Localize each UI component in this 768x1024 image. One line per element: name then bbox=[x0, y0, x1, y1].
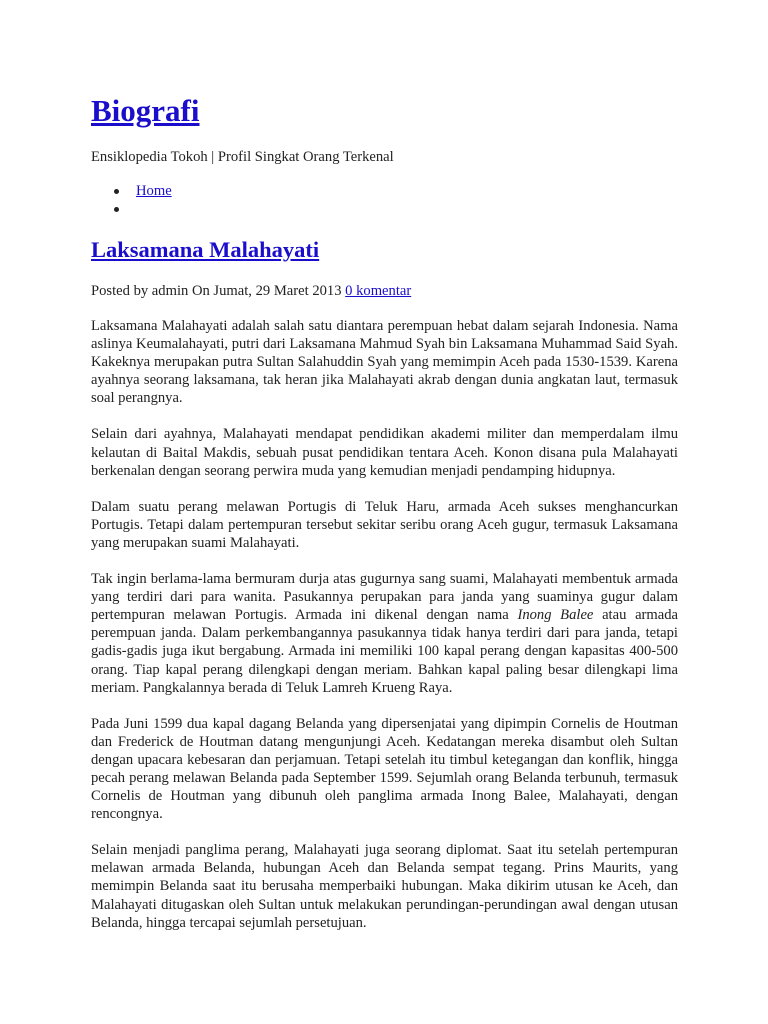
site-title bbox=[91, 92, 200, 130]
post-title bbox=[91, 236, 319, 264]
emphasis-text: Inong Balee bbox=[517, 607, 594, 624]
paragraph: Dalam suatu perang melawan Portugis di Teluk Haru, armada Aceh sukses menghancurkan Portugis. Tetapi dalam pertempuran tersebut sekitar seribu orang Aceh gugur, termasuk Laksamana yang merupakan suami Malahayati. bbox=[91, 498, 678, 551]
nav-link-home[interactable]: Home bbox=[136, 183, 172, 199]
paragraph: Selain menjadi panglima perang, Malahayati juga seorang diplomat. Saat itu setelah pertempuran melawan armada Belanda, hubungan Aceh dan Belanda sempat tegang. Prins Maurits, yang memimpin Belanda saat itu berusaha memperbaiki hubungan. Maka dikirim utusan ke Aceh, dan Malahayati ditugaskan oleh Sultan untuk melakukan perundingan-perundingan awal dengan utusan Belanda, hingga tercapai sejumlah persetujuan. bbox=[91, 842, 678, 931]
post-meta-text: Posted by admin On Jumat, 29 Maret 2013 bbox=[91, 283, 346, 299]
paragraph: Laksamana Malahayati adalah salah satu diantara perempuan hebat dalam sejarah Indonesia. Nama aslinya Keumalahayati, putri dari Laksamana Mahmud Syah bin Laksamana Muhammad Said Syah. Kakeknya merupakan putra Sultan Salahuddin Syah yang memimpin Aceh pada 1530-1539. Karena ayahnya seorang laksamana, tak heran jika Malahayati akrab dengan dunia angkatan laut, termasuk soal perangnya. bbox=[91, 318, 678, 407]
paragraph-text: atau armada perempuan janda. Dalam perkembangannya pasukannya tidak hanya terdiri dari para janda, tetapi gadis-gadis juga ikut bergabung. Armada ini memiliki 100 kapal perang dengan kapasitas 400-500 orang. Tiap kapal perang dilengkapi dengan meriam. Bahkan kapal paling besar dilengkapi lima meriam. Pangkalannya berada di Teluk Lamreh Krueng Raya. bbox=[91, 607, 679, 696]
post-meta bbox=[91, 282, 411, 300]
paragraph: Selain dari ayahnya, Malahayati mendapat pendidikan akademi militer dan memperdalam ilmu kelautan di Baital Makdis, sebuah pusat pendidikan tentara Aceh. Konon disana pula Malahayati berkenalan dengan seorang perwira muda yang kemudian menjadi pendamping hidupnya. bbox=[91, 426, 678, 479]
nav-item-empty bbox=[91, 200, 172, 218]
site-description: Ensiklopedia Tokoh | Profil Singkat Orang Terkenal bbox=[91, 149, 394, 165]
post-body bbox=[91, 317, 678, 950]
paragraph: Pada Juni 1599 dua kapal dagang Belanda yang dipersenjatai yang dipimpin Cornelis de Houtman dan Frederick de Houtman datang mengunjungi Aceh. Kedatangan mereka disambut oleh Sultan dengan upacara kebesaran dan perjamuan. Tetapi setelah itu timbul ketegangan dan konflik, hingga pecah perang melawan Belanda pada September 1599. Sejumlah orang Belanda terbunuh, termasuk Cornelis de Houtman yang dibunuh oleh panglima armada Inong Balee, Malahayati, dengan rencongnya. bbox=[91, 715, 678, 823]
paragraph-text: Tak ingin berlama-lama bermuram durja atas gugurnya sang suami, Malahayati membentuk armada yang terdiri dari para wanita. Pasukannya perupakan para janda yang suaminya gugur dalam pertempuran melawan Portugis. Armada ini dikenal dengan nama bbox=[91, 571, 678, 624]
paragraph bbox=[91, 570, 678, 697]
post-title-link[interactable]: Laksamana Malahayati bbox=[91, 237, 320, 262]
nav-item-home bbox=[91, 182, 172, 200]
comments-link[interactable]: 0 komentar bbox=[345, 283, 412, 299]
main-nav bbox=[91, 182, 172, 218]
site-title-link[interactable]: Biografi bbox=[91, 93, 200, 128]
